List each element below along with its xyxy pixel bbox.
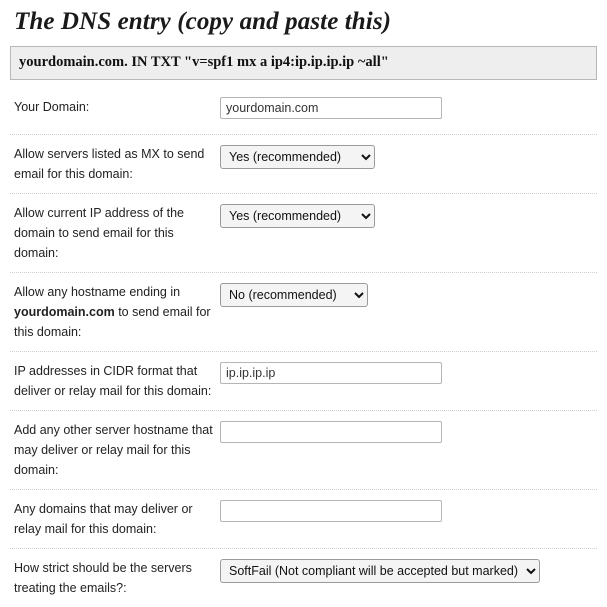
label-other-domains: Any domains that may deliver or relay mail for this domain: bbox=[14, 502, 193, 536]
label-strictness: How strict should be the servers treating the emails?: bbox=[14, 561, 192, 595]
control-allow-any-hostname bbox=[220, 282, 597, 307]
other-domains-input[interactable] bbox=[220, 500, 442, 522]
control-other-domains bbox=[220, 499, 597, 522]
label-cidr-addresses: IP addresses in CIDR format that deliver or relay mail for this domain: bbox=[14, 364, 212, 398]
page-title: The DNS entry (copy and paste this) bbox=[14, 8, 392, 35]
label-allow-current-ip: Allow current IP address of the domain to send email for this domain: bbox=[14, 206, 184, 260]
allow-any-hostname-select[interactable] bbox=[220, 283, 368, 307]
allow-current-ip-select[interactable] bbox=[220, 204, 375, 228]
label-allow-any-hostname-pre: Allow any hostname ending in bbox=[14, 285, 181, 299]
spf-form bbox=[10, 88, 597, 607]
label-allow-mx: Allow servers listed as MX to send email for this domain: bbox=[14, 147, 205, 181]
control-cidr-addresses bbox=[220, 361, 597, 384]
form-row-other-domains bbox=[10, 490, 597, 549]
form-row-other-hostname bbox=[10, 411, 597, 490]
control-your-domain bbox=[220, 97, 597, 119]
form-row-allow-current-ip bbox=[10, 194, 597, 273]
your-domain-input[interactable] bbox=[220, 97, 442, 119]
allow-mx-select[interactable] bbox=[220, 145, 375, 169]
label-your-domain: Your Domain: bbox=[14, 100, 90, 114]
form-row-allow-mx bbox=[10, 135, 597, 194]
label-other-hostname: Add any other server hostname that may deliver or relay mail for this domain: bbox=[14, 423, 213, 477]
label-allow-any-hostname-domain: yourdomain.com bbox=[14, 305, 115, 319]
label-allow-any-hostname-post: to send email for this domain: bbox=[14, 305, 211, 339]
control-allow-mx bbox=[220, 144, 597, 169]
control-other-hostname bbox=[220, 420, 597, 443]
form-row-strictness bbox=[10, 549, 597, 607]
spf-record-generator-page bbox=[0, 8, 607, 595]
control-allow-current-ip bbox=[220, 203, 597, 228]
dns-record-output[interactable]: yourdomain.com. IN TXT "v=spf1 mx a ip4:ip.ip.ip.ip ~all" bbox=[10, 46, 597, 80]
label-allow-any-hostname bbox=[10, 282, 220, 342]
cidr-addresses-input[interactable] bbox=[220, 362, 442, 384]
form-row-allow-any-hostname bbox=[10, 273, 597, 352]
strictness-select[interactable] bbox=[220, 559, 540, 583]
control-strictness bbox=[220, 558, 597, 583]
form-row-cidr-addresses bbox=[10, 352, 597, 411]
form-row-your-domain bbox=[10, 88, 597, 135]
other-hostname-input[interactable] bbox=[220, 421, 442, 443]
